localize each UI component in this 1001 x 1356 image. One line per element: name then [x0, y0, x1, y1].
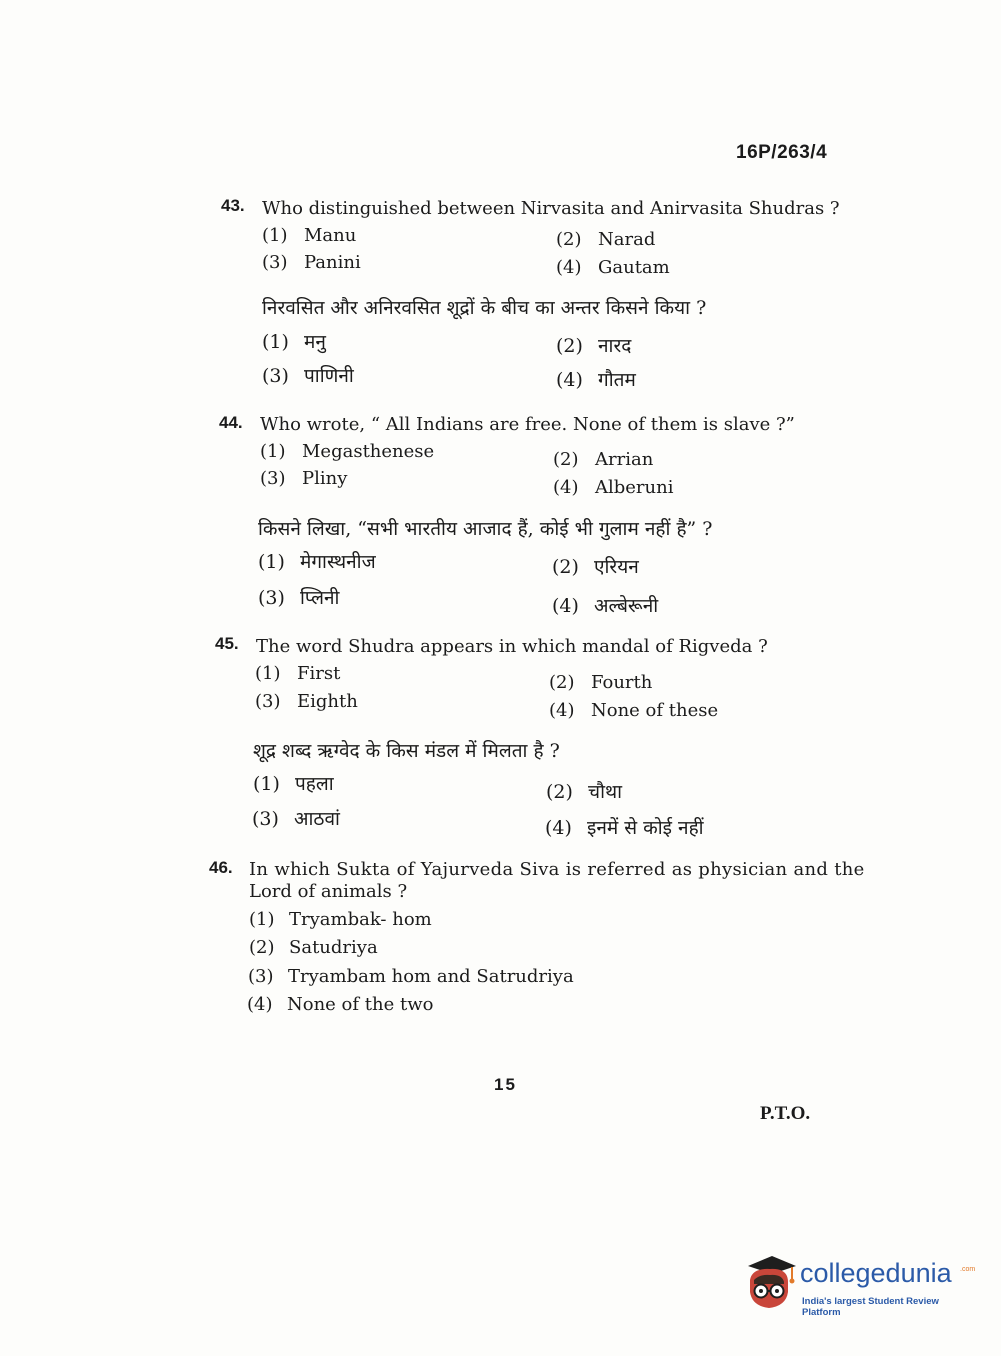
option-label: Eighth	[297, 691, 358, 712]
option-number: (1)	[262, 225, 288, 246]
option-number: (1)	[249, 909, 275, 930]
question-text: Who wrote, “ All Indians are free. None of them is slave ?”	[260, 414, 795, 435]
option-label: Fourth	[591, 672, 653, 693]
option	[247, 994, 433, 1015]
question-text: The word Shudra appears in which mandal of Rigveda ?	[256, 636, 768, 657]
logo-wordmark: collegedunia	[800, 1258, 952, 1288]
question-text-line2: Lord of animals ?	[249, 881, 408, 902]
option-number: (3)	[255, 691, 281, 712]
option-number: (4)	[545, 817, 572, 839]
option-label: Manu	[304, 225, 357, 246]
option-number: (4)	[556, 257, 582, 278]
option	[549, 700, 718, 721]
option-hindi	[253, 770, 334, 796]
option-label: इनमें से कोई नहीं	[587, 817, 704, 839]
option-number: (2)	[552, 556, 579, 578]
page-number: 15	[494, 1075, 517, 1094]
option-number: (4)	[549, 700, 575, 721]
question-number: 46.	[209, 858, 233, 877]
option	[249, 937, 378, 958]
question-text: Who distinguished between Nirvasita and Anirvasita Shudras ?	[262, 198, 840, 219]
option-label: First	[297, 663, 341, 684]
option	[549, 672, 652, 693]
option-hindi	[552, 592, 658, 618]
option-number: (1)	[253, 773, 280, 795]
option	[248, 966, 574, 987]
option-number: (3)	[258, 587, 285, 609]
option	[262, 225, 356, 246]
option-label: Alberuni	[595, 477, 674, 498]
option-label: Satudriya	[289, 937, 378, 958]
option-hindi	[262, 362, 354, 388]
option	[249, 909, 432, 930]
logo-domain-suffix: .com	[960, 1266, 976, 1273]
question-text-hindi: किसने लिखा, “सभी भारतीय आजाद हैं, कोई भी गुलाम नहीं है” ?	[258, 518, 713, 540]
question-text-hindi: निरवसित और अनिरवसित शूद्रों के बीच का अन्तर किसने किया ?	[262, 297, 707, 319]
option-hindi	[546, 778, 622, 804]
logo-tagline: India's largest Student Review Platform	[802, 1296, 939, 1318]
option-label: Pliny	[302, 468, 348, 489]
option-hindi	[556, 366, 636, 392]
option-hindi	[556, 332, 631, 358]
option-label: पहला	[295, 773, 334, 795]
option-label: Narad	[598, 229, 656, 250]
option	[255, 691, 358, 712]
option-label: Gautam	[598, 257, 670, 278]
option-label: Megasthenese	[302, 441, 435, 462]
option-hindi	[545, 814, 704, 840]
option-number: (1)	[262, 331, 289, 353]
option	[255, 663, 340, 684]
option-number: (3)	[260, 468, 286, 489]
option-label: अल्बेरूनी	[594, 595, 659, 617]
option-label: Tryambam hom and Satrudriya	[288, 966, 574, 987]
option-number: (2)	[556, 229, 582, 250]
option	[553, 449, 653, 470]
option-label: None of these	[591, 700, 719, 721]
option-number: (2)	[249, 937, 275, 958]
option	[260, 441, 434, 462]
option-number: (1)	[255, 663, 281, 684]
option-hindi	[262, 328, 326, 354]
option-hindi	[252, 805, 340, 831]
option-number: (1)	[258, 551, 285, 573]
option	[556, 229, 655, 250]
option-number: (3)	[262, 365, 289, 387]
option-label: नारद	[598, 335, 632, 357]
option	[260, 468, 347, 489]
option-number: (4)	[247, 994, 273, 1015]
option-hindi	[258, 584, 339, 610]
option-label: प्लिनी	[300, 587, 340, 609]
option-number: (2)	[549, 672, 575, 693]
option-number: (2)	[546, 781, 573, 803]
option	[553, 477, 673, 498]
option-number: (2)	[553, 449, 579, 470]
option-label: आठवां	[294, 808, 340, 830]
option-hindi	[258, 548, 376, 574]
option-label: चौथा	[588, 781, 623, 803]
option-label: Panini	[304, 252, 361, 273]
option-number: (4)	[556, 369, 583, 391]
question-text: In which Sukta of Yajurveda Siva is referred as physician and the	[249, 859, 865, 880]
option-label: Tryambak- hom	[289, 909, 432, 930]
option	[556, 257, 670, 278]
pto-label: P.T.O.	[760, 1103, 811, 1124]
question-text-hindi: शूद्र शब्द ऋग्वेद के किस मंडल में मिलता है ?	[253, 740, 560, 762]
question-number: 44.	[219, 413, 243, 432]
option-label: गौतम	[598, 369, 636, 391]
option-number: (3)	[252, 808, 279, 830]
collegedunia-logo	[742, 1254, 976, 1318]
option	[262, 252, 361, 273]
option-number: (3)	[262, 252, 288, 273]
option-label: Arrian	[595, 449, 654, 470]
question-number: 43.	[221, 196, 245, 215]
option-number: (4)	[552, 595, 579, 617]
student-mascot-icon	[742, 1254, 798, 1314]
option-label: एरियन	[594, 556, 639, 578]
option-label: मेगास्थनीज	[300, 551, 376, 573]
option-number: (4)	[553, 477, 579, 498]
option-label: मनु	[304, 331, 326, 353]
option-label: None of the two	[287, 994, 434, 1015]
option-number: (2)	[556, 335, 583, 357]
paper-code: 16P/263/4	[736, 142, 828, 163]
option-label: पाणिनी	[304, 365, 354, 387]
option-number: (1)	[260, 441, 286, 462]
question-number: 45.	[215, 634, 239, 653]
option-hindi	[552, 553, 639, 579]
option-number: (3)	[248, 966, 274, 987]
